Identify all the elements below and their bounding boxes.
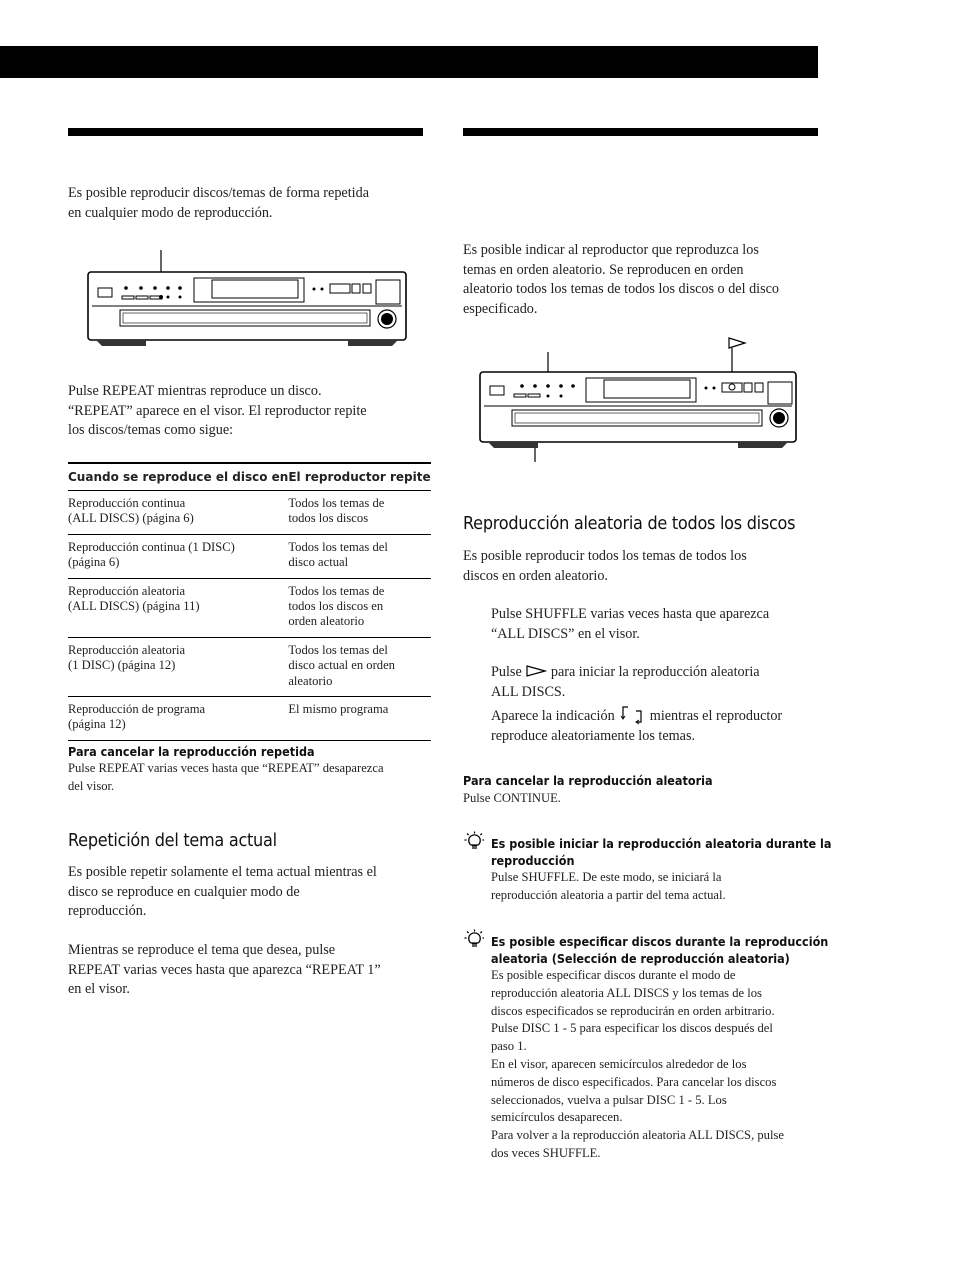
cancel-shuffle-text: Pulse CONTINUE. [463, 791, 561, 805]
repeat-instruction: Pulse REPEAT mientras reproduce un disco. “REPEAT” aparece en el visor. El reproductor repite los discos/temas como sigue: [68, 383, 367, 438]
cd-player-illustration-shuffle [478, 336, 798, 466]
tip1-text: Pulse SHUFFLE. De este modo, se iniciará la reproducción aleatoria a partir del tema actual. [491, 870, 726, 902]
header-bar [0, 46, 818, 78]
left-section-rule [68, 128, 423, 136]
table-header-result: El reproductor repite [288, 463, 430, 491]
step-2: Pulse para iniciar la reproducción aleatoria ALL DISCS. Aparece la indicación mientras el reproductor reproduce aleatoriamente los temas. [491, 664, 783, 744]
lightbulb-tip-icon [464, 929, 484, 951]
play-icon [729, 338, 745, 348]
cancel-repeat-title: Para cancelar la reproducción repetida [68, 744, 315, 759]
section-title-shuffle-all: Reproducción aleatoria de todos los discos [463, 514, 796, 534]
repeat-current-p2: Mientras se reproduce el tema que desea, pulse REPEAT varias veces hasta que aparezca “REPEAT 1” en el visor. [68, 942, 381, 997]
lightbulb-tip-icon [464, 831, 484, 853]
play-icon [525, 665, 547, 677]
table-header-mode: Cuando se reproduce el disco en [68, 463, 288, 491]
repeat-current-p1: Es posible repetir solamente el tema actual mientras el disco se reproduce en cualquier modo de reproducción. [68, 864, 377, 919]
right-section-rule [463, 128, 818, 136]
tip2-title: Es posible especificar discos durante la reproducción aleatoria (Selección de reproducción aleatoria) [491, 934, 829, 966]
table-row: Reproducción continua (1 DISC) (página 6) Todos los temas del disco actual [68, 534, 431, 578]
table-row: Reproducción de programa (página 12) El mismo programa [68, 697, 431, 741]
repeat-table [68, 462, 431, 741]
table-row: Reproducción continua (ALL DISCS) (página 6) Todos los temas de todos los discos [68, 491, 431, 535]
shuffle-intro: Es posible indicar al reproductor que reproduzca los temas en orden aleatorio. Se reproducen en orden aleatorio todos los temas de todos los discos o del disco especificado. [463, 242, 780, 317]
cd-player-illustration-repeat [86, 250, 410, 354]
step-1: Pulse SHUFFLE varias veces hasta que aparezca “ALL DISCS” en el visor. [491, 606, 770, 642]
shuffle-all-intro: Es posible reproducir todos los temas de todos los discos en orden aleatorio. [463, 548, 747, 584]
shuffle-indicator-icon [618, 704, 646, 726]
repeat-intro: Es posible reproducir discos/temas de forma repetida en cualquier modo de reproducción. [68, 185, 369, 221]
section-title-repeat-current: Repetición del tema actual [68, 831, 277, 851]
table-header-row [68, 463, 431, 491]
table-row: Reproducción aleatoria (ALL DISCS) (página 11) Todos los temas de todos los discos en orden aleatorio [68, 578, 431, 637]
table-row: Reproducción aleatoria (1 DISC) (página 12) Todos los temas del disco actual en orden aleatorio [68, 637, 431, 696]
tip2-text: Es posible especificar discos durante el modo de reproducción aleatoria ALL DISCS y los temas de los discos especificados se reproducirán en orden arbitrario. Pulse DISC 1 - 5 para especificar los discos después del paso 1. En el visor, aparecen semicírculos alrededor de los números de disco especificados. Para cancelar los discos seleccionados, vuelva a pulsar DISC 1 - 5. Los semicírculos desaparecen. Para volver a la reproducción aleatoria ALL DISCS, pulse dos veces SHUFFLE. [491, 968, 784, 1160]
tip1-title: Es posible iniciar la reproducción aleatoria durante la reproducción [491, 836, 832, 868]
cancel-shuffle-title: Para cancelar la reproducción aleatoria [463, 773, 713, 788]
cancel-repeat-text: Pulse REPEAT varias veces hasta que “REPEAT” desaparezca del visor. [68, 761, 384, 793]
